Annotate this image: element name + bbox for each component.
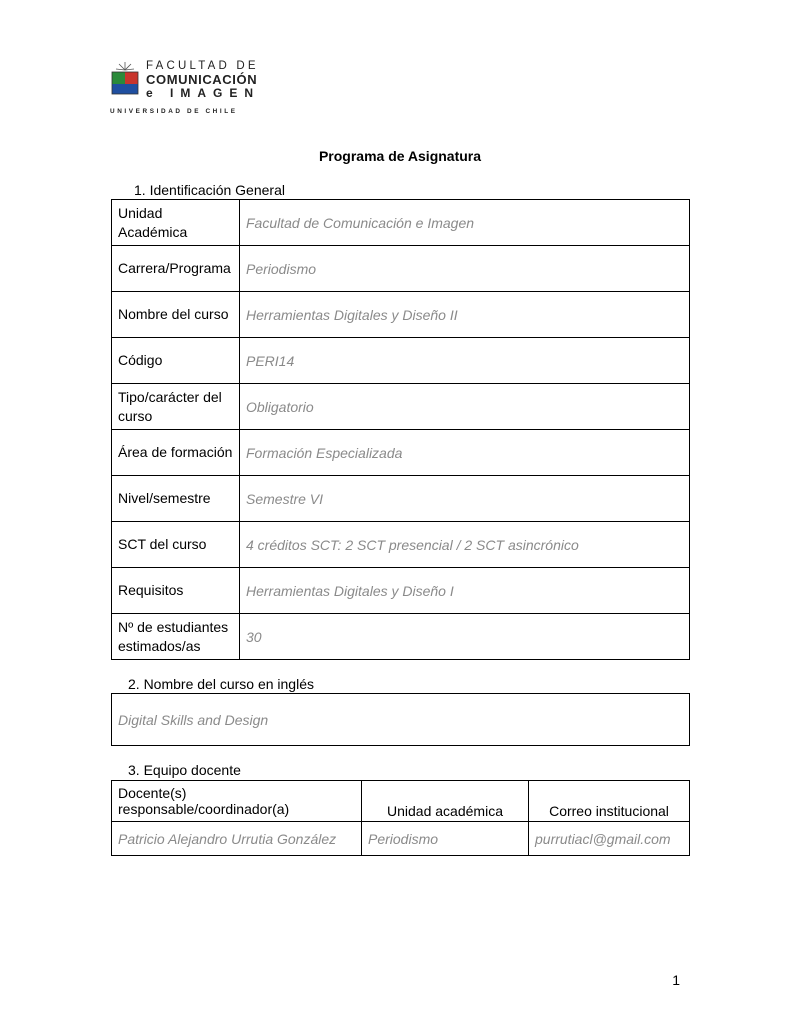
english-course-name: Digital Skills and Design: [112, 694, 690, 746]
table-row: [112, 614, 690, 660]
column-header-unidad: Unidad académica: [362, 781, 529, 822]
row-label: Unidad Académica: [112, 200, 240, 246]
row-label: Nivel/semestre: [112, 476, 240, 522]
table-row: [112, 694, 690, 746]
section-3-heading: 3. Equipo docente: [128, 762, 241, 778]
table-row: [112, 430, 690, 476]
page-number: 1: [672, 972, 680, 988]
row-value: Herramientas Digitales y Diseño I: [240, 568, 690, 614]
row-value: Formación Especializada: [240, 430, 690, 476]
row-label: Requisitos: [112, 568, 240, 614]
table-row: [112, 522, 690, 568]
teaching-team-table: [111, 780, 690, 856]
english-name-table: [111, 693, 690, 746]
row-label: Código: [112, 338, 240, 384]
row-value: Periodismo: [240, 246, 690, 292]
column-header-correo: Correo institucional: [529, 781, 690, 822]
table-row: [112, 338, 690, 384]
row-label: Carrera/Programa: [112, 246, 240, 292]
row-value: Semestre VI: [240, 476, 690, 522]
table-row: [112, 292, 690, 338]
docente-name: Patricio Alejandro Urrutia González: [112, 822, 362, 856]
table-header-row: [112, 781, 690, 822]
row-label: Nº de estudiantes estimados/as: [112, 614, 240, 660]
university-crest-icon: [110, 62, 140, 98]
logo-line-university: UNIVERSIDAD DE CHILE: [110, 108, 238, 115]
table-row: [112, 476, 690, 522]
section-2-heading: 2. Nombre del curso en inglés: [128, 676, 314, 692]
row-value: Facultad de Comunicación e Imagen: [240, 200, 690, 246]
column-header-docente: Docente(s) responsable/coordinador(a): [112, 781, 362, 822]
row-label: Tipo/carácter del curso: [112, 384, 240, 430]
docente-unit: Periodismo: [362, 822, 529, 856]
identification-table: [111, 199, 690, 660]
docente-email: purrutiacl@gmail.com: [529, 822, 690, 856]
row-value: Herramientas Digitales y Diseño II: [240, 292, 690, 338]
page-title: Programa de Asignatura: [318, 148, 482, 164]
row-value: Obligatorio: [240, 384, 690, 430]
table-row: [112, 384, 690, 430]
faculty-logo: [108, 42, 261, 120]
row-label: SCT del curso: [112, 522, 240, 568]
table-row: [112, 200, 690, 246]
row-value: 30: [240, 614, 690, 660]
section-1-heading: 1. Identificación General: [134, 182, 285, 198]
logo-line-image: e IMAGEN: [146, 86, 261, 100]
logo-line-communication: COMUNICACIÓN: [146, 72, 258, 87]
row-label: Área de formación: [112, 430, 240, 476]
row-label: Nombre del curso: [112, 292, 240, 338]
table-row: [112, 822, 690, 856]
table-row: [112, 246, 690, 292]
row-value: 4 créditos SCT: 2 SCT presencial / 2 SCT asincrónico: [240, 522, 690, 568]
row-value: PERI14: [240, 338, 690, 384]
table-row: [112, 568, 690, 614]
logo-line-faculty: FACULTAD DE: [146, 60, 259, 72]
